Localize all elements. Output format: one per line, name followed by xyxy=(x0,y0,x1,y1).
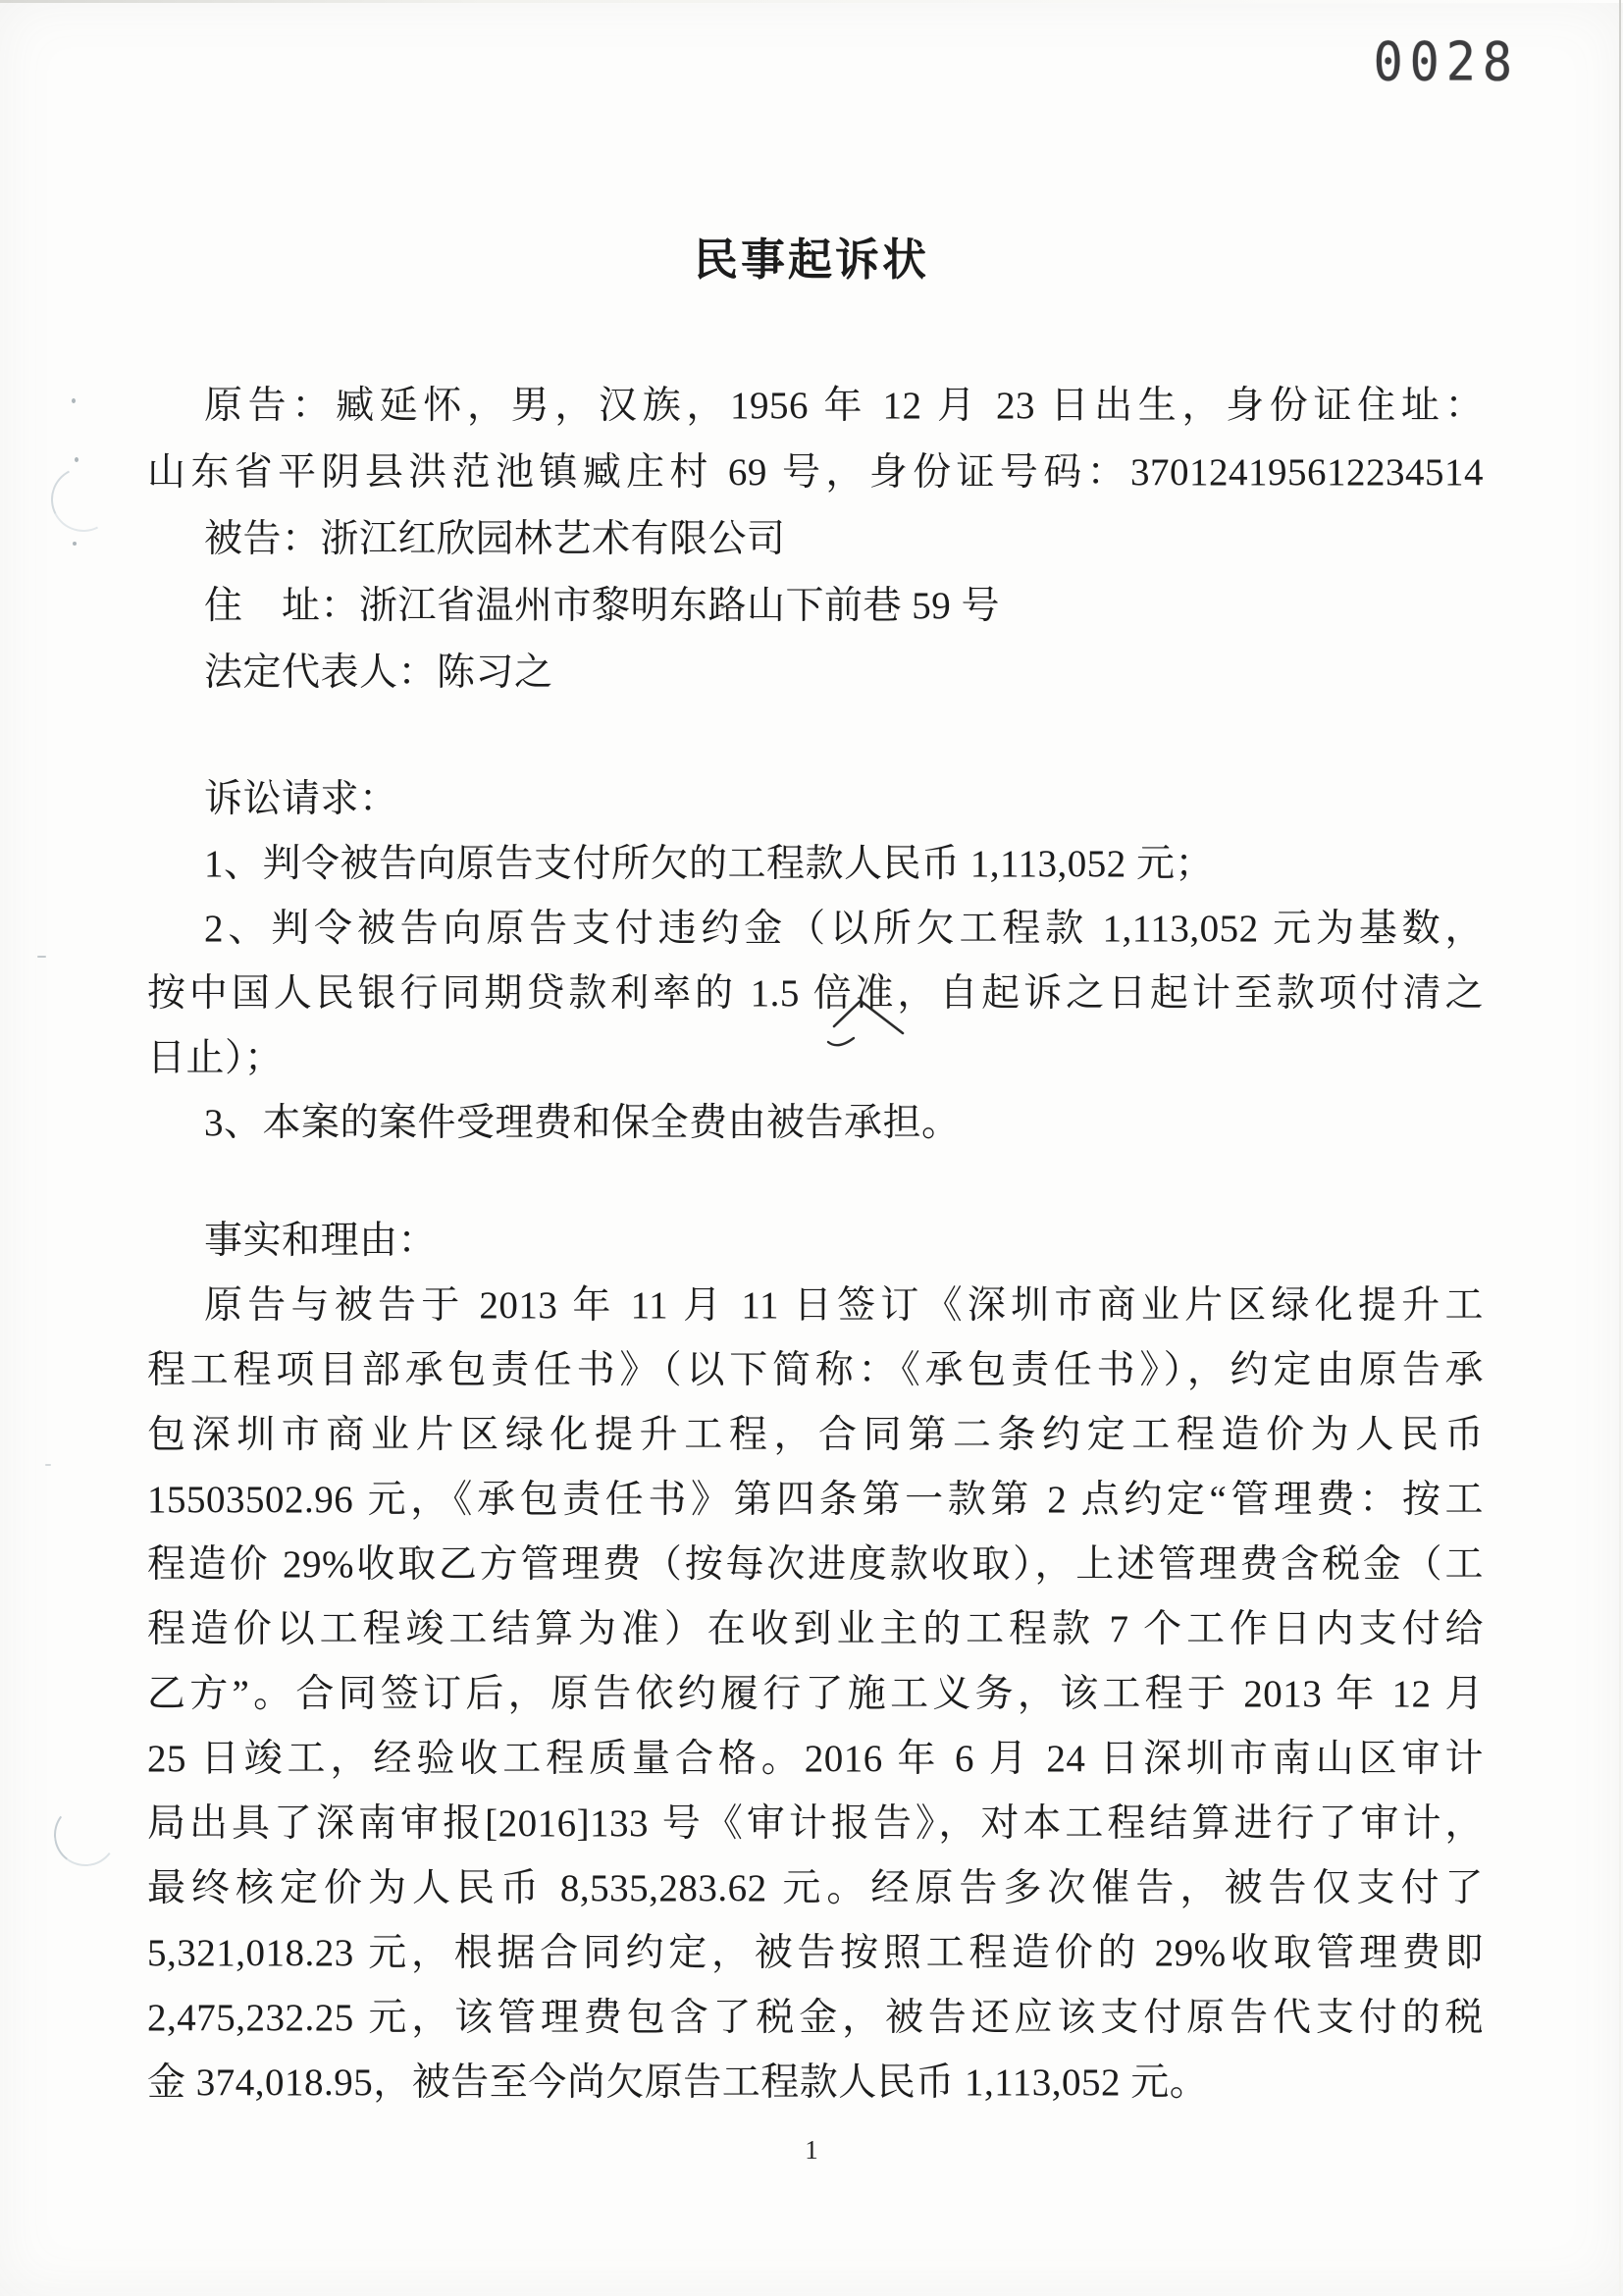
plaintiff-line: 原告：臧延怀，男，汉族，1956 年 12 月 23 日出生，身份证住址： xyxy=(204,385,1484,427)
legal-representative-line: 法定代表人：陈习之 xyxy=(204,652,553,694)
fact-line: 程造价 29%收取乙方管理费（按每次进度款收取），上述管理费含税金（工 xyxy=(147,1543,1484,1586)
claim-line: 1、判令被告向原告支付所欠的工程款人民币 1,113,052 元； xyxy=(204,843,1215,885)
facts-section xyxy=(147,1209,1484,2115)
fact-line: 程造价以工程竣工结算为准）在收到业主的工程款 7 个工作日内支付给 xyxy=(147,1608,1484,1650)
scan-artifact-arc xyxy=(42,458,124,540)
scan-artifact-arc xyxy=(50,1800,121,1870)
scan-edge-shadow-top xyxy=(0,0,1623,3)
claim-line: 按中国人民银行同期贷款利率的 1.5 倍准，自起诉之日起计至款项付清之 xyxy=(147,972,1484,1015)
scan-artifact-speck xyxy=(37,956,46,958)
fact-line: 原告与被告于 2013 年 11 月 11 日签订《深圳市商业片区绿化提升工 xyxy=(204,1284,1484,1327)
claim-line: 日止）； xyxy=(147,1037,284,1079)
claim-line: 2、判令被告向原告支付违约金（以所欠工程款 1,113,052 元为基数， xyxy=(204,908,1484,950)
scan-edge-shadow-right xyxy=(1619,0,1621,2296)
fact-line: 2,475,232.25 元，该管理费包含了税金，被告还应该支付原告代支付的税 xyxy=(147,1997,1484,2039)
parties-section xyxy=(147,373,1484,706)
fact-line: 最终核定价为人民币 8,535,283.62 元。经原告多次催告，被告仅支付了 xyxy=(147,1867,1484,1909)
fact-line: 25 日竣工，经验收工程质量合格。2016 年 6 月 24 日深圳市南山区审计 xyxy=(147,1738,1484,1780)
page-stamp-number: 0028 xyxy=(1373,30,1519,93)
fact-line: 乙方”。合同签订后，原告依约履行了施工义务，该工程于 2013 年 12 月 xyxy=(147,1673,1484,1715)
document-title: 民事起诉状 xyxy=(693,235,929,285)
fact-line: 包深圳市商业片区绿化提升工程，合同第二条约定工程造价为人民币 xyxy=(147,1414,1484,1456)
fact-line: 5,321,018.23 元，根据合同约定，被告按照工程造价的 29%收取管理费即 xyxy=(147,1932,1484,1974)
defendant-address-line: 住 址：浙江省温州市黎明东路山下前巷 59 号 xyxy=(204,585,1001,627)
scan-artifact-speck xyxy=(73,542,77,546)
fact-line: 15503502.96 元，《承包责任书》第四条第一款第 2 点约定“管理费：按工 xyxy=(147,1479,1484,1521)
fact-line: 局出具了深南审报[2016]133 号《审计报告》，对本工程结算进行了审计， xyxy=(147,1802,1484,1845)
scan-artifact-speck xyxy=(45,1464,51,1466)
plaintiff-address-line: 山东省平阴县洪范池镇臧庄村 69 号，身份证号码：370124195612234514 xyxy=(147,451,1484,494)
scan-artifact-speck xyxy=(72,398,76,403)
fact-line: 程工程项目部承包责任书》（以下简称：《承包责任书》），约定由原告承 xyxy=(147,1349,1484,1391)
fact-line: 金 374,018.95，被告至今尚欠原告工程款人民币 1,113,052 元。 xyxy=(147,2061,1209,2104)
claim-line: 3、本案的案件受理费和保全费由被告承担。 xyxy=(204,1102,961,1144)
page-number: 1 xyxy=(805,2135,818,2165)
handwritten-insertion-caret-mark xyxy=(809,987,916,1058)
claims-heading: 诉讼请求： xyxy=(204,778,398,820)
claims-section xyxy=(147,767,1484,1156)
facts-heading: 事实和理由： xyxy=(204,1220,438,1262)
scan-artifact-speck xyxy=(75,457,79,462)
defendant-line: 被告：浙江红欣园林艺术有限公司 xyxy=(204,518,786,560)
